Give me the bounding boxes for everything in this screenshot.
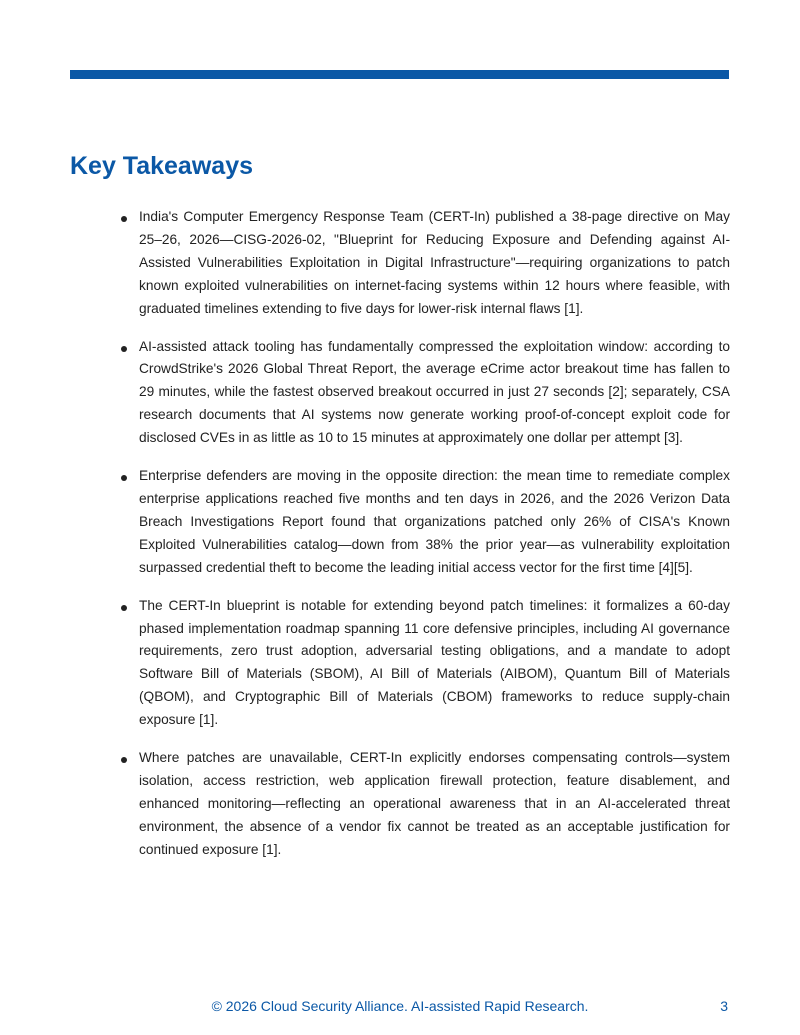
- bullet-icon: [121, 346, 127, 352]
- takeaway-item: [119, 595, 730, 732]
- takeaway-text: India's Computer Emergency Response Team (CERT-In) published a 38-page directive on May 25–26, 2026—CISG-2026-02, "Blueprint for Reducing Exposure and Defending against AI-Assisted Vulnerabilities Exploitation in Digital Infrastructure"—requiring organizations to patch known exploited vulnerabilities on internet-facing systems within 12 hours where feasible, with graduated timelines extending to five days for lower-risk internal flaws [1].: [139, 209, 730, 316]
- takeaway-item: [119, 747, 730, 862]
- takeaway-item: [119, 336, 730, 451]
- bullet-icon: [121, 216, 127, 222]
- page-number: 3: [720, 998, 728, 1014]
- copyright-text: © 2026 Cloud Security Alliance. AI-assisted Rapid Research.: [211, 998, 589, 1014]
- takeaway-text: AI-assisted attack tooling has fundamentally compressed the exploitation window: according to CrowdStrike's 2026 Global Threat Report, the average eCrime actor breakout time has fallen to 29 minutes, while the fastest observed breakout occurred in just 27 seconds [2]; separately, CSA research documents that AI systems now generate working proof-of-concept exploit code for disclosed CVEs in as little as 10 to 15 minutes at approximately one dollar per attempt [3].: [139, 338, 730, 446]
- takeaway-text: Where patches are unavailable, CERT-In explicitly endorses compensating controls—system isolation, access restriction, web application firewall protection, feature disablement, and enhanced monitoring—reflecting an operational awareness that in an AI-accelerated threat environment, the absence of a vendor fix cannot be treated as an acceptable justification for continued exposure [1].: [139, 750, 730, 857]
- header-rule: [70, 70, 729, 79]
- takeaway-item: [119, 465, 730, 580]
- bullet-icon: [121, 475, 127, 481]
- takeaway-text: The CERT-In blueprint is notable for extending beyond patch timelines: it formalizes a 60-day phased implementation roadmap spanning 11 core defensive principles, including AI governance requirements, zero trust adoption, adversarial testing obligations, and a mandate to adopt Software Bill of Materials (SBOM), AI Bill of Materials (AIBOM), Quantum Bill of Materials (QBOM), and Cryptographic Bill of Materials (CBOM) frameworks to reduce supply-chain exposure [1].: [139, 597, 730, 728]
- takeaways-list: [119, 206, 730, 877]
- takeaway-item: [119, 206, 730, 321]
- bullet-icon: [121, 605, 127, 611]
- page-title: Key Takeaways: [70, 152, 253, 180]
- takeaway-text: Enterprise defenders are moving in the opposite direction: the mean time to remediate complex enterprise applications reached five months and ten days in 2026, and the 2026 Verizon Data Breach Investigations Report found that organizations patched only 26% of CISA's Known Exploited Vulnerabilities catalog—down from 38% the prior year—as vulnerability exploitation surpassed credential theft to become the leading initial access vector for the first time [4][5].: [139, 468, 730, 575]
- page-footer: [0, 998, 800, 1018]
- bullet-icon: [121, 757, 127, 763]
